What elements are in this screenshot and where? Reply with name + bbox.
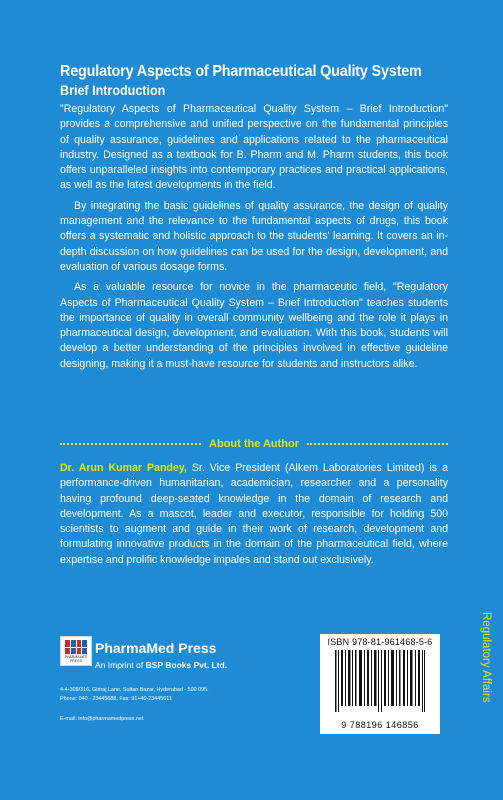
book-subtitle: Brief Introduction — [60, 83, 166, 98]
description-paragraph-2: By integrating the basic guidelines of quality assurance, the design of quality management and the relevance to the fundamental aspects of drugs, this book offers a systematic and holistic approach to the students' learning. It covers an in-depth discussion on how guidelines can be used for the design, development, and evaluation of various dosage forms. — [60, 199, 448, 273]
imprint-prefix: An Imprint of — [95, 660, 146, 670]
description-paragraph-3: As a valuable resource for novice in the pharmaceutic field, "Regulatory Aspects of Pharmaceutical Quality System – Brief Introduction" teaches students the importance of quality in overall community wellbeing and the role it plays in pharmaceutical design, development, and evaluation. With this book, students will develop a better understanding of the principles involved in effective guideline designing, making it a must-have resource for students and instructors alike. — [60, 281, 448, 370]
author-bio — [60, 461, 448, 568]
book-title: Regulatory Aspects of Pharmaceutical Quality System — [60, 63, 422, 80]
publisher-name: PharmaMed Press — [95, 640, 217, 656]
back-cover-description — [60, 62, 448, 372]
publisher-email: E-mail: info@pharmamedpress.net — [60, 716, 144, 722]
publisher-imprint — [95, 660, 227, 670]
isbn-barcode-box — [320, 634, 440, 734]
publisher-address — [60, 686, 209, 703]
address-line-2: Phone: 040 - 23445688, Fax: 91+40-23445611 — [60, 695, 172, 702]
spine-text: Regulatory Affairs — [480, 612, 492, 703]
dotted-divider-right — [307, 443, 448, 445]
about-author-title: About the Author — [209, 438, 300, 450]
isbn-number: 9 788196 146856 — [341, 720, 419, 730]
publisher-logo-text: PHARMAMED PRESS — [64, 655, 88, 663]
address-line-1: 4-4-309/316, Giriraj Lane, Sultan Bazar, Hyderabad - 500 095. — [60, 687, 209, 693]
imprint-name: BSP Books Pvt. Ltd. — [145, 660, 228, 670]
isbn-label: ISBN 978-81-961468-5-6 — [327, 637, 433, 647]
barcode-icon — [335, 650, 425, 712]
publisher-logo — [60, 636, 92, 666]
author-section — [60, 461, 448, 568]
author-name: Dr. Arun Kumar Pandey, — [60, 462, 187, 474]
publisher-logo-icon — [65, 640, 87, 654]
about-author-heading — [60, 436, 448, 452]
description-paragraph-1: "Regulatory Aspects of Pharmaceutical Quality System – Brief Introduction" provides a comprehensive and unified perspective on the fundamental principles of quality assurance, guidelines and applications related to the pharmaceutical industry. Designed as a textbook for B. Pharm and M. Pharm students, this book offers unparalleled insights into contemporary practices and practical applications, as well as the latest developments in the field. — [60, 103, 448, 192]
dotted-divider-left — [60, 443, 201, 445]
author-bio-text: Sr. Vice President (Alkem Laboratories Limited) is a performance-driven humanitarian, academician, researcher and a personality having profound deep-seated knowledge in the domain of research and development. As a mascot, leader and executor, responsible for holding 500 scientists to augment and guide in their work of research, development and formulating innovative products in the domain of the pharmaceutical field, where expertise and prolific knowledge impales and stand out exclusively. — [60, 462, 448, 566]
